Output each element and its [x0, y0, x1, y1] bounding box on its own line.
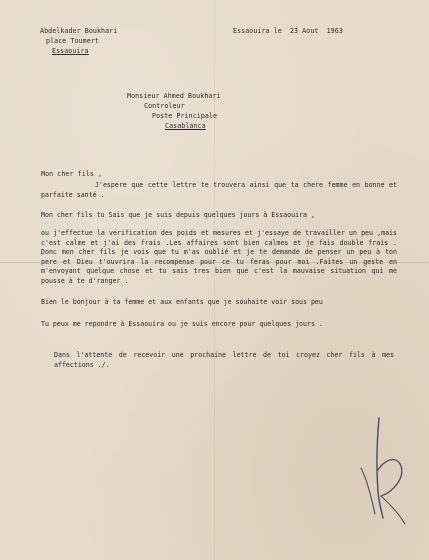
paragraph-2: Mon cher fils tu Sais que je suis depuis quelques jours à Essaouira , — [41, 211, 315, 219]
recipient-office: Poste Principale — [152, 112, 218, 120]
salutation: Mon cher fils , — [41, 170, 103, 178]
handwritten-signature — [341, 410, 411, 530]
recipient-name: Monsieur Ahmed Boukhari — [127, 92, 221, 100]
sender-city: Essaouira — [52, 47, 89, 55]
recipient-role: Controleur — [144, 102, 185, 110]
paragraph-1: J'espere que cette lettre te trouvera ainsi que ta chere femme en bonne et parfaite santé . — [41, 181, 397, 199]
sender-name: Abdelkader Boukhari — [40, 27, 118, 35]
date-line: Essaouira le 23 Aout 1963 — [233, 27, 343, 35]
sender-street: place Toumert — [46, 37, 99, 45]
paragraph-6: Dans l'attente de recevoir une prochaine lettre de toi croyez cher fils à mes affections ./. — [54, 351, 394, 369]
recipient-city: Casablanca — [165, 122, 206, 130]
paragraph-3: ou j'effectue la verification des poids et mesures et j'essaye de travailler un peu ,mais c'est calme et j'ai des frais .Les affaires sont bien calmes et je fais double frais . Donc mon cher fils je vois que tu m'as oublié et je te demande de penser un peu à ton pere et Dieu t'ouvrira la recompense pour ce tu feras pour moi .Faites un geste en m'envoyant quelque chose et tu sais tres bien que c'est la mauvaise situation qui me pousse à te d'ranger . — [41, 229, 397, 285]
paragraph-4: Bien le bonjour à ta femme et aux enfants que je souhaite voir sous peu — [41, 298, 323, 306]
paragraph-5: Tu peux me repondre à Essaouira ou je suis encore pour quelques jours . — [41, 320, 323, 328]
